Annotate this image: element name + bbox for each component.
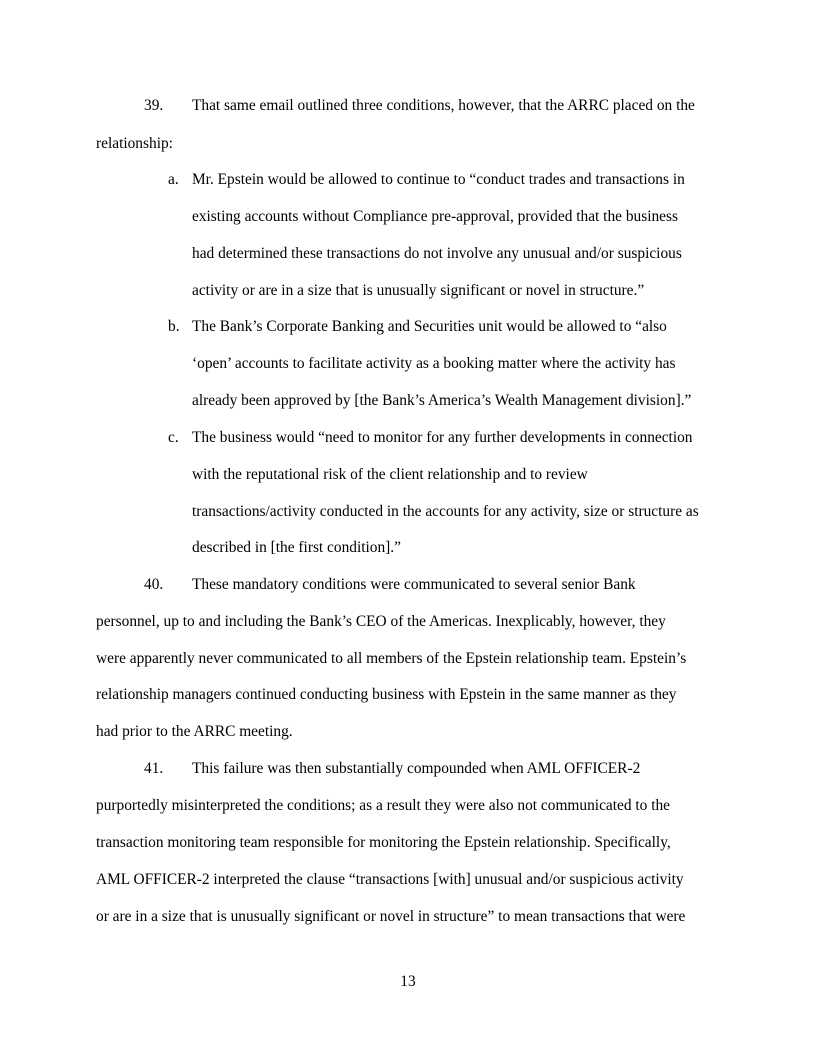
list-item-line: had determined these transactions do not involve any unusual and/or suspicious — [192, 245, 682, 262]
list-item-line: described in [the first condition].” — [192, 539, 401, 556]
list-item-line: The Bank’s Corporate Banking and Securities unit would be allowed to “also — [192, 318, 667, 335]
paragraph-line: purportedly misinterpreted the conditions; as a result they were also not communicated to the — [96, 797, 670, 814]
list-item-line: with the reputational risk of the client relationship and to review — [192, 466, 588, 483]
list-item-label: a. — [168, 171, 179, 188]
paragraph-number: 39. — [144, 97, 164, 114]
paragraph-line: This failure was then substantially compounded when AML OFFICER-2 — [192, 760, 641, 777]
list-item-line: transactions/activity conducted in the accounts for any activity, size or structure as — [192, 503, 699, 520]
paragraph-line: That same email outlined three conditions, however, that the ARRC placed on the — [192, 97, 695, 114]
list-item-line: activity or are in a size that is unusually significant or novel in structure.” — [192, 282, 645, 299]
paragraph-line: were apparently never communicated to all members of the Epstein relationship team. Epstein’s — [96, 650, 687, 667]
paragraph-number: 41. — [144, 760, 164, 777]
list-item-label: c. — [168, 429, 179, 446]
paragraph-line: or are in a size that is unusually significant or novel in structure” to mean transactions that were — [96, 908, 686, 925]
list-item-line: Mr. Epstein would be allowed to continue to “conduct trades and transactions in — [192, 171, 685, 188]
list-item-line: already been approved by [the Bank’s America’s Wealth Management division].” — [192, 392, 692, 409]
paragraph-line: had prior to the ARRC meeting. — [96, 723, 293, 740]
list-item-line: ‘open’ accounts to facilitate activity as a booking matter where the activity has — [192, 355, 676, 372]
paragraph-line: relationship: — [96, 135, 173, 152]
list-item-line: The business would “need to monitor for any further developments in connection — [192, 429, 693, 446]
paragraph-line: AML OFFICER-2 interpreted the clause “transactions [with] unusual and/or suspicious activity — [96, 871, 684, 888]
page-number: 13 — [400, 973, 416, 990]
paragraph-number: 40. — [144, 576, 164, 593]
paragraph-line: relationship managers continued conducting business with Epstein in the same manner as they — [96, 686, 677, 703]
list-item-line: existing accounts without Compliance pre-approval, provided that the business — [192, 208, 678, 225]
paragraph-line: transaction monitoring team responsible for monitoring the Epstein relationship. Specifically, — [96, 834, 671, 851]
list-item-label: b. — [168, 318, 180, 335]
paragraph-line: personnel, up to and including the Bank’s CEO of the Americas. Inexplicably, however, they — [96, 613, 666, 630]
paragraph-line: These mandatory conditions were communicated to several senior Bank — [192, 576, 636, 593]
